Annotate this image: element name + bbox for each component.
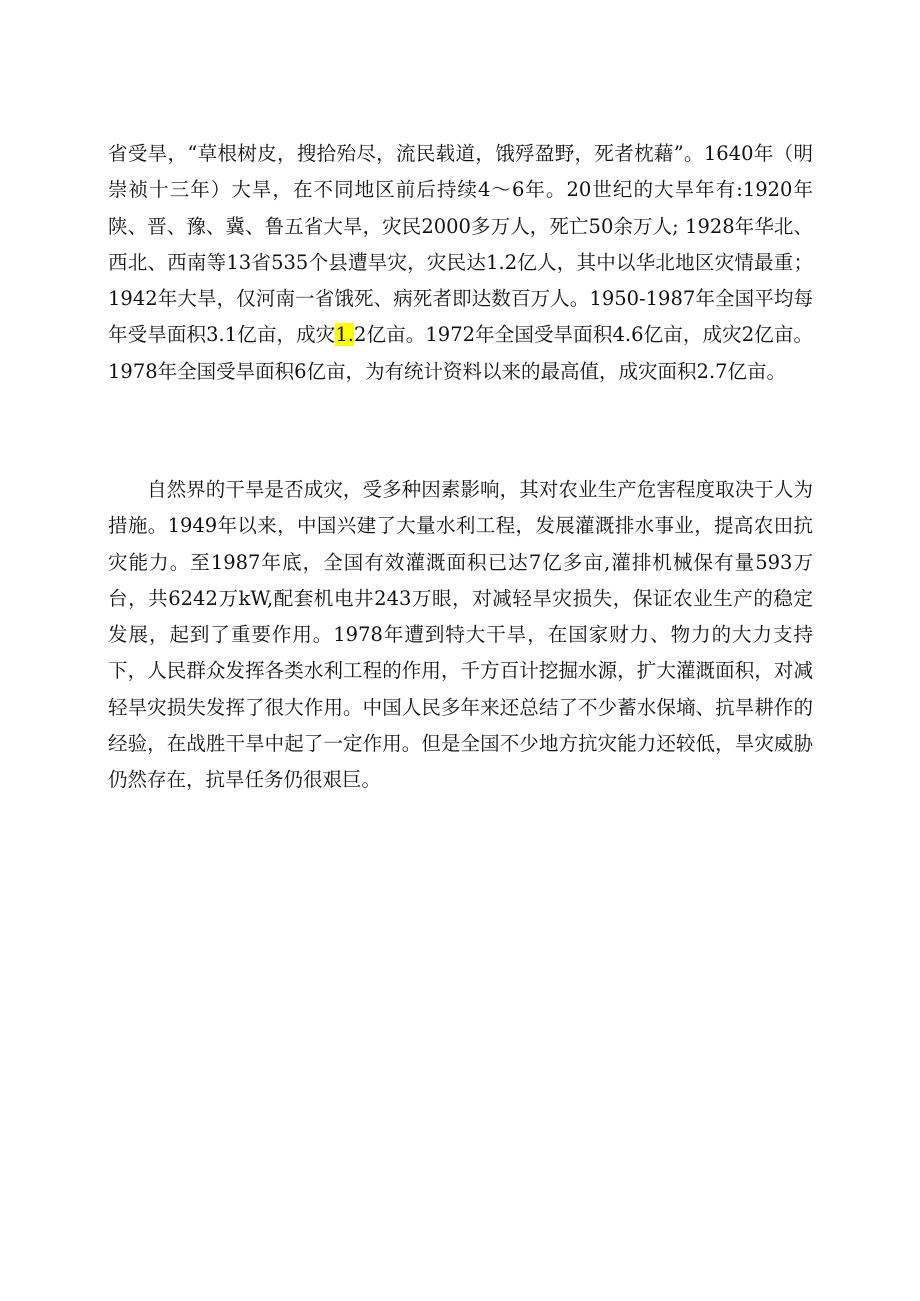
paragraph-drought-mitigation: 自然界的干旱是否成灾，受多种因素影响，其对农业生产危害程度取决于人为措施。1949年以来，中国兴建了大量水利工程，发展灌溉排水事业，提高农田抗灾能力。至1987年底，全国有效灌溉面积已达7亿多亩,灌排机械保有量593万台，共6242万kW,配套机电井243万眼，对减轻旱灾损失，保证农业生产的稳定发展，起到了重要作用。1978年遭到特大干旱，在国家财力、物力的大力支持下，人民群众发挥各类水利工程的作用，千方百计挖掘水源，扩大灌溉面积，对减轻旱灾损失发挥了很大作用。中国人民多年来还总结了不少蓄水保墒、抗旱耕作的经验，在战胜干旱中起了一定作用。但是全国不少地方抗灾能力还较低，旱灾威胁仍然存在，抗旱任务仍很艰巨。 [108,478,813,792]
highlighted-text: 1. [335,323,354,347]
paragraph-text-before-highlight: 省受旱，“草根树皮，搜拾殆尽，流民载道，饿殍盈野，死者枕藉”。1640年（明崇祯十三年）大旱，在不同地区前后持续4～6年。20世纪的大旱年有:1920年陕、晋、豫、冀、鲁五省大旱，灾民2000多万人，死亡50余万人; 1928年华北、西北、西南等13省535个县遭旱灾，灾民达1.2亿人，其中以华北地区灾情最重；1942年大旱，仅河南一省饿死、病死者即达数百万人。1950-1987年全国平均每年受旱面积3.1亿亩，成灾 [108,142,813,347]
paragraph-drought-history [108,136,813,390]
paragraph-text-after-highlight: 2亿亩。1972年全国受旱面积4.6亿亩，成灾2亿亩。1978年全国受旱面积6亿亩，为有统计资料以来的最高值，成灾面积2.7亿亩。 [108,323,814,383]
